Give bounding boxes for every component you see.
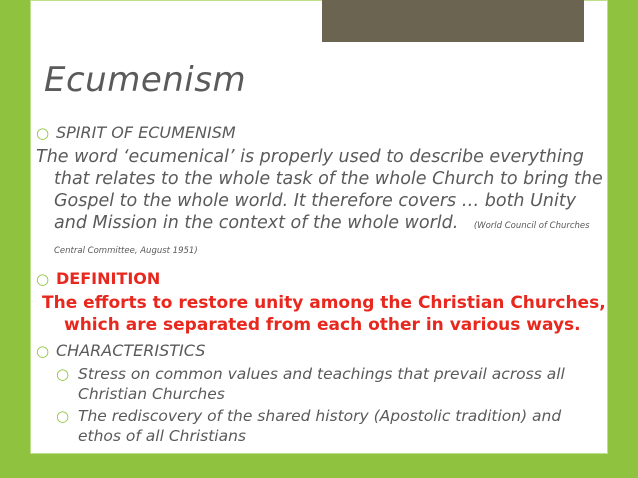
definition-heading: DEFINITION bbox=[56, 269, 161, 288]
spirit-heading: SPIRIT OF ECUMENISM bbox=[56, 123, 236, 142]
characteristics-heading-row bbox=[36, 340, 608, 362]
ring-bullet-icon: ○ bbox=[36, 270, 50, 288]
ring-bullet-icon: ○ bbox=[36, 124, 50, 142]
spirit-text: The word ‘ecumenical’ is properly used to describe everything that relates to the whole task of the whole Church to bring the Gospel to the whole world. It therefore covers … both Unity and Mission in the context of the whole world. bbox=[36, 147, 603, 233]
ring-bullet-icon: ○ bbox=[56, 407, 70, 425]
ring-bullet-icon: ○ bbox=[56, 365, 70, 383]
characteristic-text: The rediscovery of the shared history (Apostolic tradition) and ethos of all Christians bbox=[78, 407, 562, 445]
characteristics-heading: CHARACTERISTICS bbox=[56, 341, 206, 360]
definition-text: The efforts to restore unity among the Christian Churches, which are separated from each other in various ways. bbox=[42, 293, 606, 335]
citation: (World Council of Churches Central Committee, August 1951) bbox=[54, 221, 590, 256]
ring-bullet-icon: ○ bbox=[36, 342, 50, 360]
characteristic-item bbox=[36, 406, 608, 446]
slide-content bbox=[36, 122, 608, 446]
slide-title: Ecumenism bbox=[44, 60, 247, 100]
decorative-top-bar bbox=[322, 0, 584, 42]
characteristic-item bbox=[36, 364, 608, 404]
definition-heading-row bbox=[36, 268, 608, 290]
characteristic-text: Stress on common values and teachings that prevail across all Christian Churches bbox=[78, 365, 565, 403]
spirit-paragraph bbox=[36, 146, 608, 262]
spirit-heading-row bbox=[36, 122, 608, 144]
